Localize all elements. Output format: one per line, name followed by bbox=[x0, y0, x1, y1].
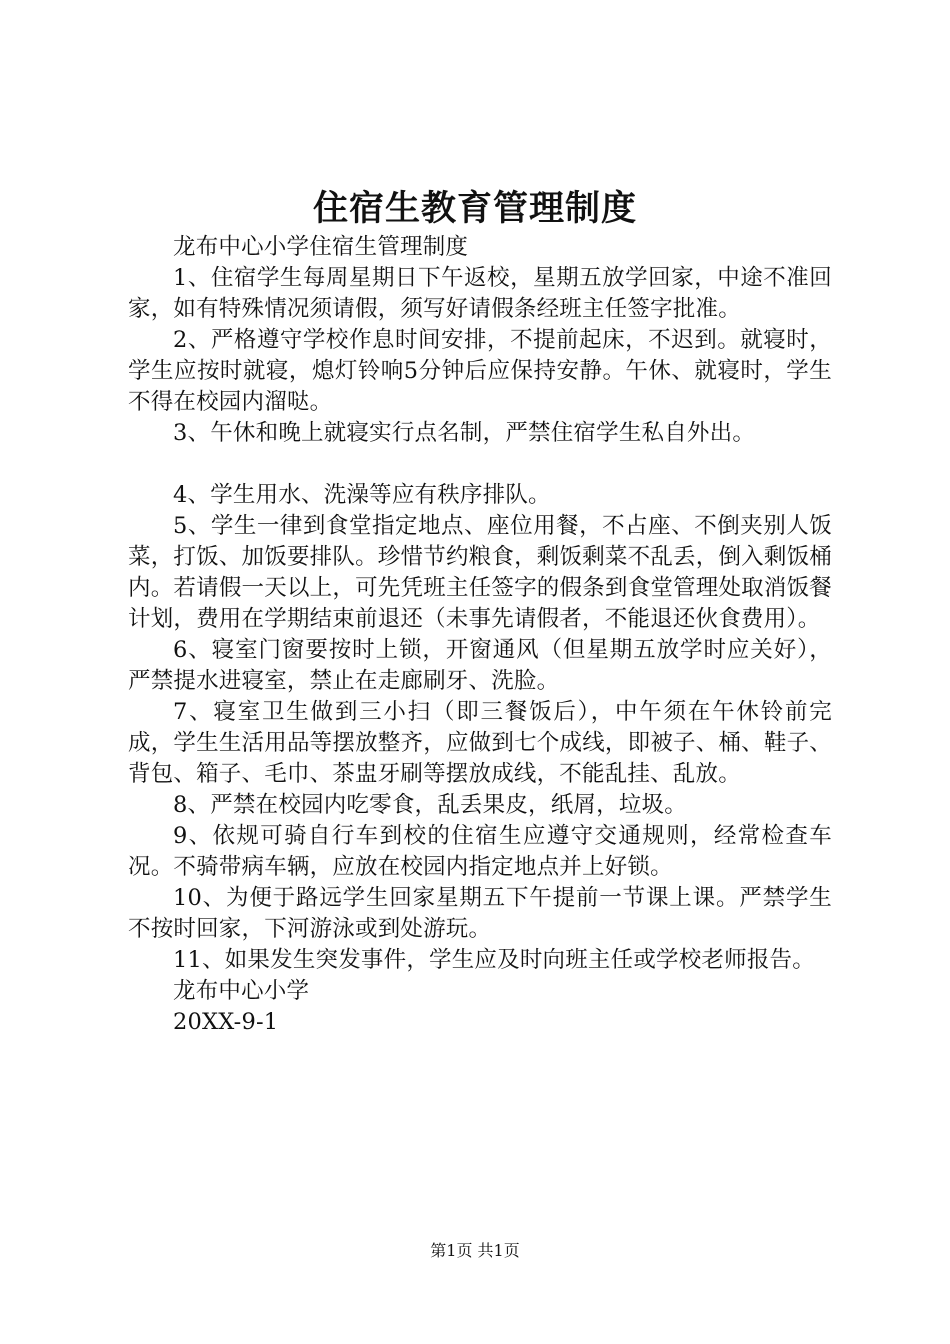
rule-paragraph-11: 11、如果发生突发事件，学生应及时向班主任或学校老师报告。 bbox=[173, 947, 815, 973]
document-body bbox=[128, 232, 832, 1038]
rule-paragraph-6: 6、寝室门窗要按时上锁，开窗通风（但星期五放学时应关好），严禁提水进寝室，禁止在走廊刷牙、洗脸。 bbox=[128, 637, 832, 694]
document-subtitle: 龙布中心小学住宿生管理制度 bbox=[173, 234, 469, 260]
signature: 龙布中心小学 bbox=[173, 978, 310, 1004]
rule-paragraph-5: 5、学生一律到食堂指定地点、座位用餐，不占座、不倒夹别人饭菜，打饭、加饭要排队。珍惜节约粮食，剩饭剩菜不乱丢，倒入剩饭桶内。若请假一天以上，可先凭班主任签字的假条到食堂管理处取消饭餐计划，费用在学期结束前退还（未事先请假者，不能退还伙食费用）。 bbox=[128, 513, 832, 632]
rule-paragraph-3: 3、午休和晚上就寝实行点名制，严禁住宿学生私自外出。 bbox=[173, 420, 756, 446]
document-date: 20XX-9-1 bbox=[173, 1009, 279, 1035]
rule-paragraph-1: 1、住宿学生每周星期日下午返校，星期五放学回家，中途不准回家，如有特殊情况须请假，须写好请假条经班主任签字批准。 bbox=[128, 265, 832, 322]
rule-paragraph-2: 2、严格遵守学校作息时间安排，不提前起床，不迟到。就寝时，学生应按时就寝，熄灯铃响5分钟后应保持安静。午休、就寝时，学生不得在校园内溜哒。 bbox=[128, 327, 832, 415]
rule-paragraph-8: 8、严禁在校园内吃零食，乱丢果皮，纸屑，垃圾。 bbox=[173, 792, 687, 818]
rule-paragraph-9: 9、依规可骑自行车到校的住宿生应遵守交通规则，经常检查车况。不骑带病车辆，应放在校园内指定地点并上好锁。 bbox=[128, 823, 832, 880]
rule-paragraph-4: 4、学生用水、洗澡等应有秩序排队。 bbox=[173, 482, 551, 508]
rule-paragraph-10: 10、为便于路远学生回家星期五下午提前一节课上课。严禁学生不按时回家，下河游泳或到处游玩。 bbox=[128, 885, 832, 942]
document-title: 住宿生教育管理制度 bbox=[312, 188, 637, 229]
page-footer: 第1页 共1页 bbox=[430, 1241, 520, 1260]
rule-paragraph-7: 7、寝室卫生做到三小扫（即三餐饭后），中午须在午休铃前完成，学生生活用品等摆放整齐，应做到七个成线，即被子、桶、鞋子、背包、箱子、毛巾、茶盅牙刷等摆放成线，不能乱挂、乱放。 bbox=[128, 699, 832, 787]
